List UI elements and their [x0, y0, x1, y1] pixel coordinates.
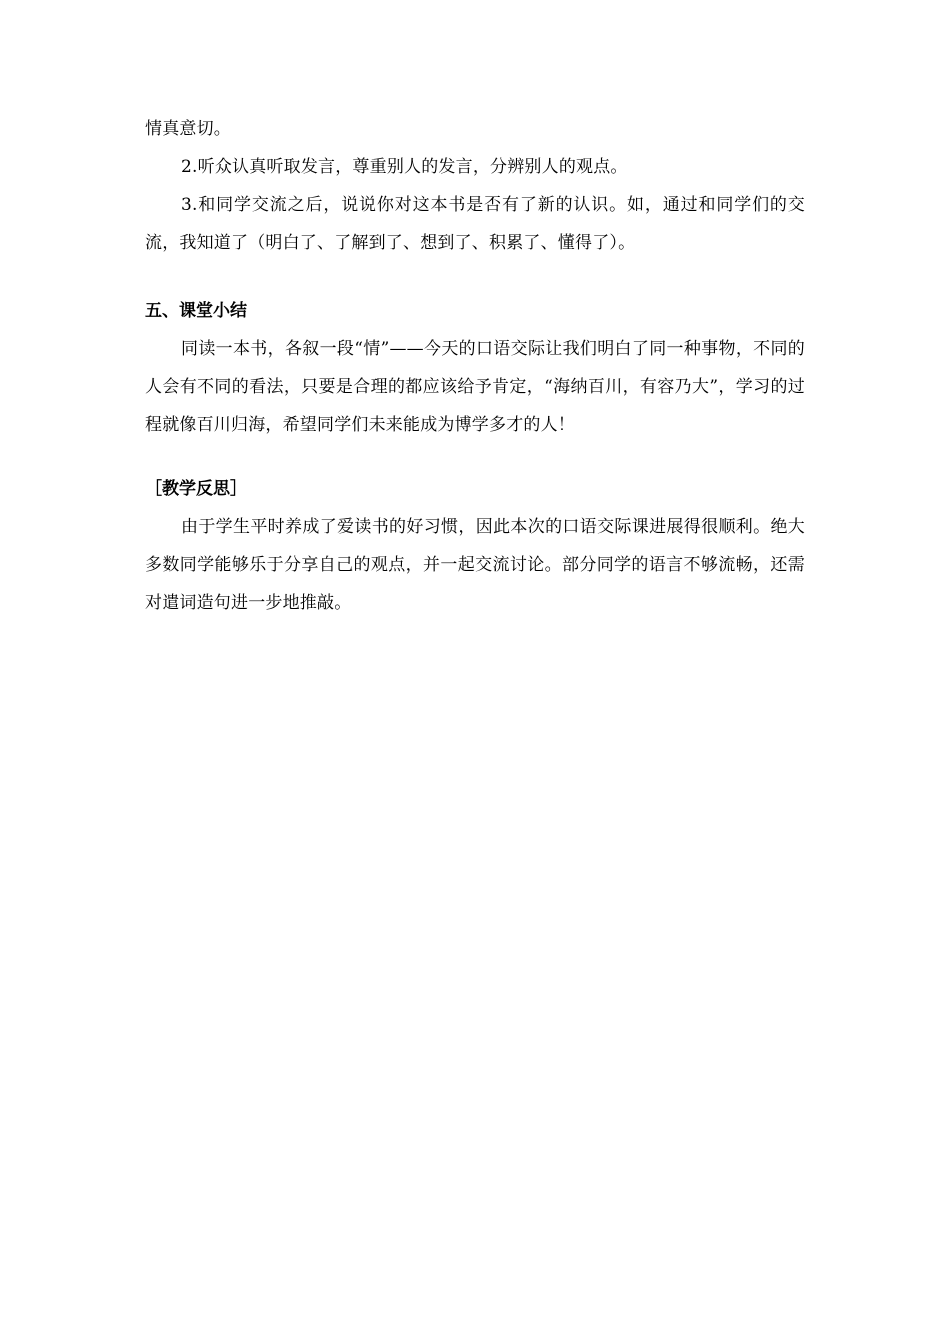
continuation-text: 情真意切。: [145, 119, 231, 139]
document-content: [145, 110, 805, 622]
list-item-2: 2.听众认真听取发言，尊重别人的发言，分辨别人的观点。: [181, 157, 628, 177]
summary-heading: 五、课堂小结: [145, 301, 247, 321]
spacer: [145, 262, 805, 292]
spacer: [145, 444, 805, 470]
list-item-3: 3.和同学交流之后，说说你对这本书是否有了新的认识。如，通过和同学们的交流，我知道了（明白了、了解到了、想到了、积累了、懂得了）。: [145, 195, 805, 253]
reflection-heading: ［教学反思］: [145, 479, 247, 499]
summary-body: 同读一本书，各叙一段“情”——今天的口语交际让我们明白了同一种事物，不同的人会有不同的看法，只要是合理的都应该给予肯定，“海纳百川，有容乃大”，学习的过程就像百川归海，希望同学们未来能成为博学多才的人！: [145, 339, 805, 435]
reflection-body: 由于学生平时养成了爱读书的好习惯，因此本次的口语交际课进展得很顺利。绝大多数同学能够乐于分享自己的观点，并一起交流讨论。部分同学的语言不够流畅，还需对遣词造句进一步地推敲。: [145, 517, 805, 613]
